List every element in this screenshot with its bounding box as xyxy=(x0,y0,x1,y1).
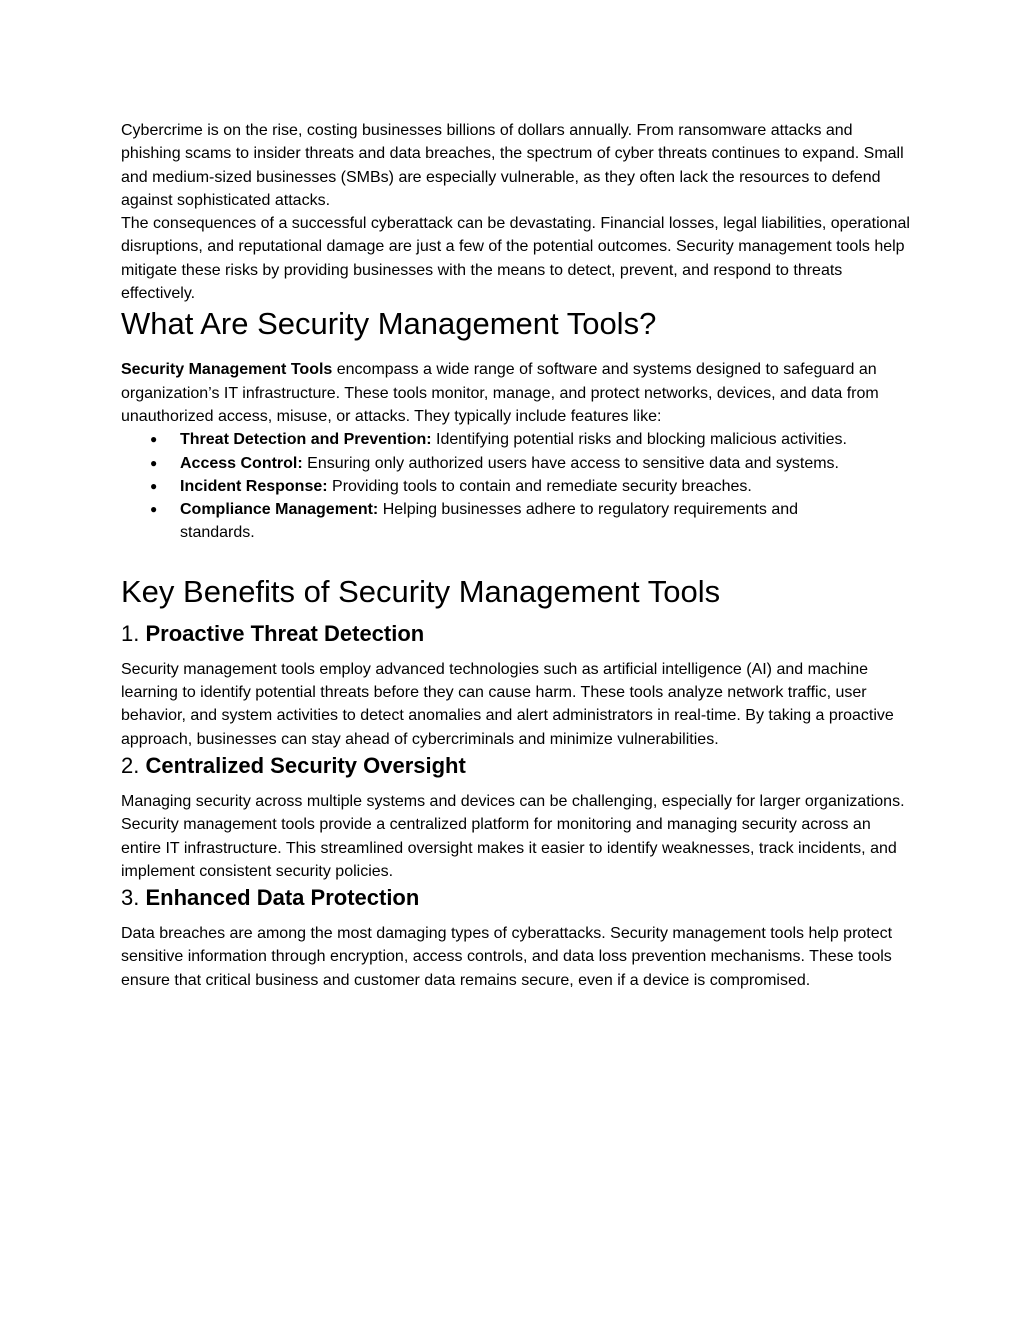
benefit-title: Centralized Security Oversight xyxy=(145,752,466,778)
benefit-1-paragraph: Security management tools employ advanced technologies such as artificial intelligence (AI) and machine learning to identify potential threats before they can cause harm. These tools analyze network traffic, user behavior, and system activities to detect anomalies and alert administrators in real-time. By taking a proactive approach, businesses can stay ahead of cybercriminals and minimize vulnerabilities. xyxy=(121,660,894,748)
feature-label: Compliance Management: xyxy=(180,501,379,519)
bullet-icon: ● xyxy=(150,478,158,493)
bullet-icon: ● xyxy=(150,502,158,517)
benefits-heading: Key Benefits of Security Management Tools xyxy=(121,573,721,609)
intro-paragraph-1: Cybercrime is on the rise, costing businesses billions of dollars annually. From ransomware attacks and phishing scams to insider threats and data breaches, the spectrum of cyber threats continues to expand. Small and medium-sized businesses (SMBs) are especially vulnerable, as they often lack the resources to defend against sophisticated attacks. xyxy=(121,122,904,209)
list-item xyxy=(150,428,911,451)
benefit-number: 2. xyxy=(121,752,140,778)
benefit-title: Proactive Threat Detection xyxy=(145,620,425,646)
benefit-number: 3. xyxy=(121,885,140,911)
what-are-heading: What Are Security Management Tools? xyxy=(121,306,657,342)
list-item xyxy=(150,498,911,545)
benefit-3-heading xyxy=(121,883,911,912)
bullet-icon: ● xyxy=(150,432,158,447)
intro-paragraph-2: The consequences of a successful cyberattack can be devastating. Financial losses, legal liabilities, operational disruptions, and reputational damage are just a few of the potential outcomes. Security management tools help mitigate these risks by providing businesses with the means to detect, prevent, and respond to threats effectively. xyxy=(121,215,910,303)
feature-label: Incident Response: xyxy=(180,477,328,495)
benefit-number: 1. xyxy=(121,620,140,646)
what-are-paragraph xyxy=(121,358,911,428)
feature-label: Access Control: xyxy=(180,454,303,472)
benefit-2-heading xyxy=(121,751,911,780)
document-page xyxy=(121,119,911,992)
benefit-title: Enhanced Data Protection xyxy=(145,885,420,911)
feature-label: Threat Detection and Prevention: xyxy=(180,431,432,449)
feature-text: Ensuring only authorized users have access to sensitive data and systems. xyxy=(302,454,839,472)
benefit-3-paragraph: Data breaches are among the most damaging types of cyberattacks. Security management tools help protect sensitive information through encryption, access controls, and data loss prevention mechanisms. These tools ensure that critical business and customer data remains secure, even if a device is compromised. xyxy=(121,925,893,989)
what-are-lead-text: encompass a wide range of software and systems designed to safeguard an organization’s IT infrastructure. These tools monitor, manage, and protect networks, devices, and data from unauthorized access, misuse, or attacks. They typically include features like: xyxy=(121,361,879,425)
what-are-lead-bold: Security Management Tools xyxy=(121,361,333,379)
feature-text: Helping businesses adhere to regulatory requirements and standards. xyxy=(180,501,799,542)
list-item xyxy=(150,475,911,498)
benefit-2-paragraph: Managing security across multiple systems and devices can be challenging, especially for larger organizations. Security management tools provide a centralized platform for monitoring and managing security across an entire IT infrastructure. This streamlined oversight makes it easier to identify weaknesses, track incidents, and implement consistent security policies. xyxy=(121,792,905,880)
list-item xyxy=(150,452,911,475)
benefit-1-heading xyxy=(121,619,911,648)
feature-text: Identifying potential risks and blocking malicious activities. xyxy=(431,431,847,449)
feature-text: Providing tools to contain and remediate security breaches. xyxy=(327,477,752,495)
bullet-icon: ● xyxy=(150,455,158,470)
features-list xyxy=(121,428,911,544)
